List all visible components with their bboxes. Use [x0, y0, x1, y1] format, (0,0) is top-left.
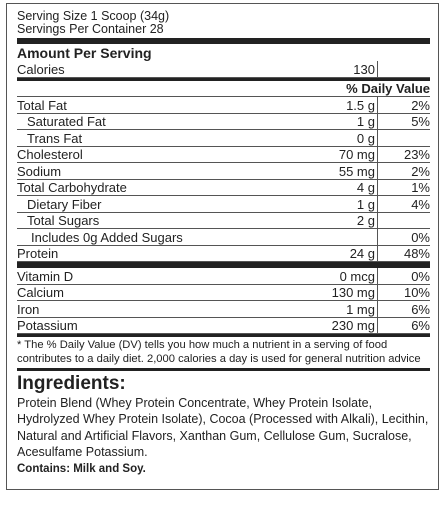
nutrient-daily-value: 48%	[378, 245, 431, 262]
vitamin-daily-value: 10%	[378, 284, 431, 301]
vitamins-table	[17, 268, 430, 334]
daily-value-header-row	[17, 81, 430, 97]
nutrient-daily-value: 4%	[378, 196, 431, 213]
vitamin-amount: 0 mcg	[305, 268, 378, 284]
nutrient-label: Saturated Fat	[17, 113, 305, 130]
calories-empty-cell	[378, 61, 431, 77]
ingredients-text: Protein Blend (Whey Protein Concentrate, Whey Protein Isolate, Hydrolyzed Whey Protein Isolate), Cocoa (Processed with Alkali), Lecithin, Natural and Artificial Flavors, Xanthan Gum, Cellulose Gum, Sucralose, Acesulfame Potassium.	[17, 396, 429, 459]
nutrient-row-total-sugars	[17, 212, 430, 229]
nutrient-daily-value: 23%	[378, 146, 431, 163]
nutrient-label: Sodium	[17, 163, 305, 180]
vitamin-amount: 130 mg	[305, 284, 378, 301]
nutrient-label: Trans Fat	[17, 130, 305, 147]
nutrient-amount: 2 g	[305, 212, 378, 229]
calories-row	[17, 61, 430, 77]
calories-value: 130	[305, 61, 378, 77]
nutrient-row-added-sugars	[17, 229, 430, 246]
serving-info	[17, 10, 430, 36]
nutrient-amount: 55 mg	[305, 163, 378, 180]
nutrient-label: Includes 0g Added Sugars	[17, 229, 305, 246]
vitamin-amount: 230 mg	[305, 317, 378, 334]
vitamin-label: Iron	[17, 301, 305, 318]
serving-size: Serving Size 1 Scoop (34g)	[17, 9, 170, 23]
servings-per-container: Servings Per Container 28	[17, 22, 164, 36]
nutrition-facts-content	[17, 4, 430, 475]
vitamin-daily-value: 6%	[378, 317, 431, 334]
nutrient-amount: 1.5 g	[305, 97, 378, 114]
nutrient-row-cholesterol	[17, 146, 430, 163]
nutrient-row-protein	[17, 245, 430, 262]
amount-per-serving-heading: Amount Per Serving	[17, 45, 152, 61]
nutrient-amount	[305, 229, 378, 246]
nutrient-amount: 0 g	[305, 130, 378, 147]
nutrient-amount: 1 g	[305, 196, 378, 213]
daily-value-footnote: * The % Daily Value (DV) tells you how much a nutrient in a serving of food contributes to a daily diet. 2,000 calories a day is used for general nutrition advice	[17, 339, 421, 365]
nutrient-label: Total Carbohydrate	[17, 179, 305, 196]
calories-table	[17, 61, 430, 78]
vitamin-row-iron	[17, 301, 430, 318]
nutrient-daily-value: 2%	[378, 97, 431, 114]
nutrient-amount: 1 g	[305, 113, 378, 130]
nutrient-amount: 70 mg	[305, 146, 378, 163]
nutrient-daily-value	[378, 212, 431, 229]
nutrient-row-dietary-fiber	[17, 196, 430, 213]
medium-divider	[17, 368, 430, 371]
nutrient-amount: 24 g	[305, 245, 378, 262]
calories-label: Calories	[17, 61, 305, 77]
vitamin-row-potassium	[17, 317, 430, 334]
nutrient-label: Total Fat	[17, 97, 305, 114]
daily-value-header: % Daily Value	[305, 81, 430, 97]
nutrient-amount: 4 g	[305, 179, 378, 196]
nutrient-label: Total Sugars	[17, 212, 305, 229]
vitamin-label: Vitamin D	[17, 268, 305, 284]
nutrient-row-saturated-fat	[17, 113, 430, 130]
nutrient-daily-value: 1%	[378, 179, 431, 196]
nutrient-daily-value: 0%	[378, 229, 431, 246]
daily-value-header-spacer	[17, 81, 305, 97]
nutrient-row-total-carbohydrate	[17, 179, 430, 196]
nutrient-daily-value: 2%	[378, 163, 431, 180]
vitamin-label: Calcium	[17, 284, 305, 301]
nutrient-row-trans-fat	[17, 130, 430, 147]
nutrient-daily-value	[378, 130, 431, 147]
vitamin-daily-value: 6%	[378, 301, 431, 318]
nutrient-row-sodium	[17, 163, 430, 180]
vitamin-label: Potassium	[17, 317, 305, 334]
vitamin-row-calcium	[17, 284, 430, 301]
allergen-statement: Contains: Milk and Soy.	[17, 463, 146, 476]
nutrient-label: Cholesterol	[17, 146, 305, 163]
nutrient-daily-value: 5%	[378, 113, 431, 130]
nutrient-label: Dietary Fiber	[17, 196, 305, 213]
ingredients-heading: Ingredients:	[17, 373, 126, 394]
vitamin-daily-value: 0%	[378, 268, 431, 284]
nutrient-row-total-fat	[17, 97, 430, 114]
vitamin-amount: 1 mg	[305, 301, 378, 318]
nutrients-table	[17, 81, 430, 263]
nutrition-facts-panel	[6, 3, 439, 490]
nutrient-label: Protein	[17, 245, 305, 262]
vitamin-row-vitamin-d	[17, 268, 430, 284]
